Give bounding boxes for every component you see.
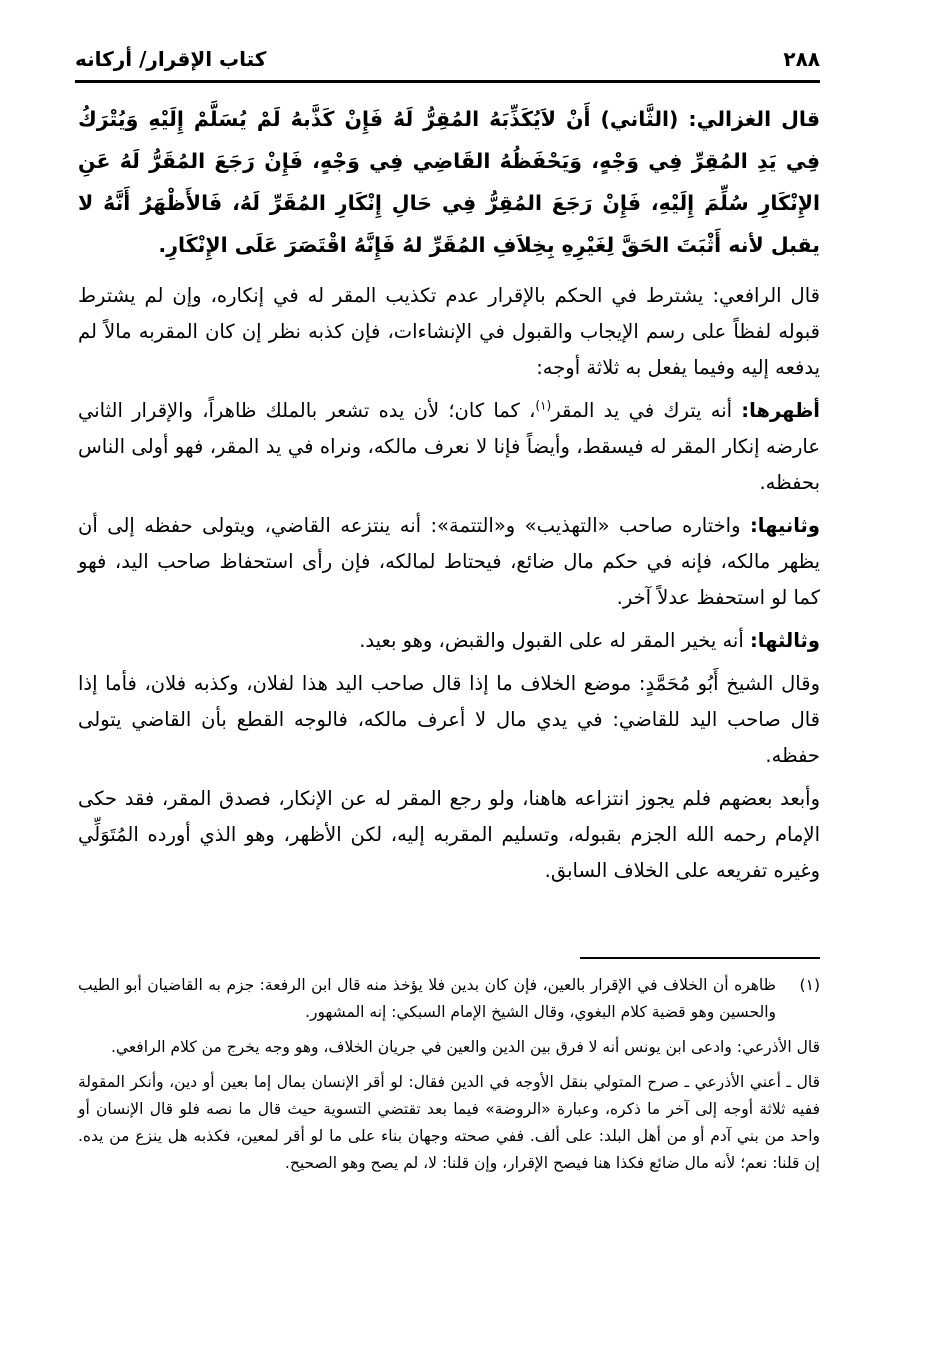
footnotes	[78, 972, 820, 1185]
paragraph-third-view: وثالثها: أنه يخير المقر له على القبول والقبض، وهو بعيد.	[359, 629, 820, 652]
paragraph-ghazali: قال الغزالي: (الثَّاني) أَنْ لاَيُكَذِّبَهُ المُقِرُّ لَهُ فَإِنْ كَذَّبهُ لَمْ يُسَلَّمْ إِلَيْهِ وَيُتْرَكُ فِي يَدِ المُقِرِّ فِي وَجْهٍ، وَيَحْفَظُهُ القَاضِي فِي وَجْهٍ، فَإِنْ رَجَعَ المُقَرُّ لَهُ عَنِ الإِنْكَارِ سُلِّمَ إِلَيْهِ، فَإِنْ رَجَعَ المُقِرُّ فِي حَالِ إِنْكَارِ المُقَرِّ لَهُ، فَالأَظْهَرُ أَنَّهُ لا يقبل لأنه أَثْبَتَ الحَقَّ لِغَيْرِهِ بِخِلاَفِ المُقَرِّ لهُ فَإِنَّهُ اقْتَصَرَ عَلَى الإِنْكَارِ.	[78, 107, 820, 257]
page-number: ٢٨٨	[783, 47, 820, 71]
footnote-marker: (١)	[535, 398, 552, 413]
footnote-1	[78, 972, 820, 1026]
running-title: كتاب الإقرار/ أركانه	[75, 47, 267, 71]
paragraph-closing: وأبعد بعضهم فلم يجوز انتزاعه هاهنا، ولو رجع المقر له عن الإنكار، فصدق المقر، فقد حكى الإمام رحمه الله الجزم بقبوله، وتسليم المقربه إليه، لكن الأظهر، وهو الذي أورده المُتَوَلِّي وغيره تفريعه على الخلاف السابق.	[78, 787, 820, 882]
paragraph-second-view: وثانيها: واختاره صاحب «التهذيب» و«التتمة»: أنه ينتزعه القاضي، ويتولى حفظه إلى أن يظهر مالكه، فإنه في حكم مال ضائع، فيحتاط لمالكه، فإن رأى استحفاظ صاحب اليد، فهو كما لو استحفظ عدلاً آخر.	[78, 514, 820, 609]
page-header	[75, 42, 820, 76]
paragraph-rafii: قال الرافعي: يشترط في الحكم بالإقرار عدم تكذيب المقر له في إنكاره، وإن لم يشترط قبوله لفظاً على رسم الإيجاب والقبول في الإنشاءات، فإن كذبه نظر إن كان المقربه مالاً لم يدفعه إليه وفيما يفعل به ثلاثة أوجه:	[78, 284, 820, 379]
footnote-text: قال الأذرعي: وادعى ابن يونس أنه لا فرق بين الدين والعين في جريان الخلاف، وهو وجه يخرج من كلام الرافعي.	[110, 1038, 820, 1056]
main-text	[78, 98, 820, 896]
paragraph-first-view: أظهرها: أنه يترك في يد المقر$^{(١)}$، كما كان؛ لأن يده تشعر بالملك ظاهراً، والإقرار الثاني عارضه إنكار المقر له فيسقط، وأيضاً فإنا لا نعرف مالكه، ونراه في يد المقر، فهو أولى الناس بحفظه.	[78, 398, 820, 494]
paragraph-abu-muhammad: وقال الشيخ أَبُو مُحَمَّدٍ: موضع الخلاف ما إذا قال صاحب اليد هذا لفلان، وكذبه فلان، فأما إذا قال صاحب اليد للقاضي: في يدي مال لا أعرف مالكه، فالوجه القطع بأن القاضي يتولى حفظه.	[78, 672, 820, 767]
paragraph-lead: أظهرها:	[741, 399, 820, 422]
footnote-text: قال ـ أعني الأذرعي ـ صرح المتولي بنقل الأوجه في الدين فقال: لو أقر الإنسان بمال إما بعين أو دين، وأنكر المقولة ففيه ثلاثة أوجه إلى آخر ما ذكره، وعبارة «الروضة» فيما بعد تقتضي التسوية حيث قال ما نصه فلو قال الإنسان أو واحد من بني آدم أو من أهل البلد: على ألف. ففي صحته وجهان بناء على ما لو أقر لمعين، فكذبه هل ينزع من يده. إن قلنا: نعم؛ لأنه مال ضائع فكذا هنا فيصح الإقرار، وإن قلنا: لا، لم يصح وهو الصحيح.	[78, 1073, 820, 1172]
header-rule	[75, 80, 820, 83]
footnote-rule	[580, 957, 820, 959]
footnote-number: (١)	[799, 976, 820, 994]
paragraph-lead: وثانيها:	[749, 514, 820, 537]
footnote-text: ظاهره أن الخلاف في الإقرار بالعين، فإن كان بدين فلا يؤخذ منه قال ابن الرفعة: جزم به القاضيان أبو الطيب والحسين وهو قضية كلام البغوي، وقال الشيخ الإمام السبكي: إنه المشهور.	[78, 976, 776, 1021]
paragraph-lead: وثالثها:	[749, 629, 820, 652]
